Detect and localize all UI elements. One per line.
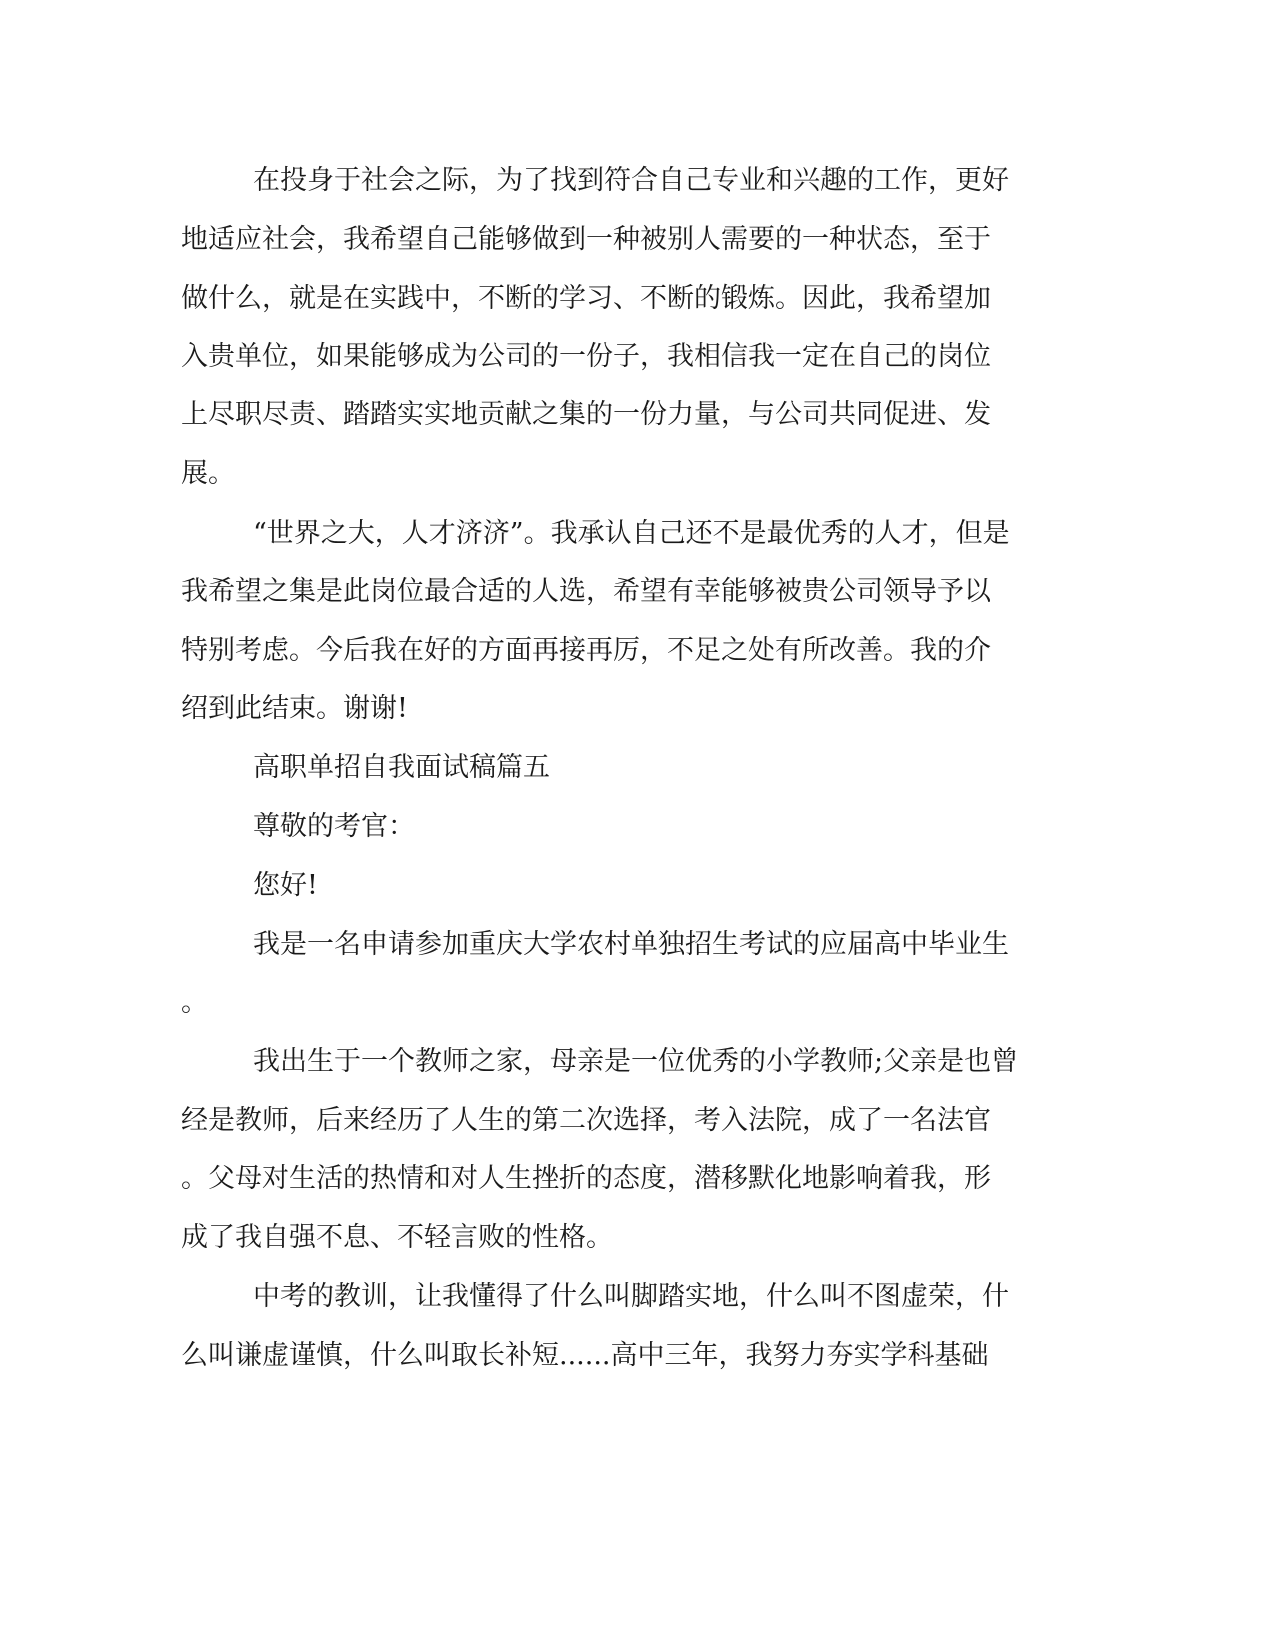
greeting: 您好! [253,870,318,901]
text-line: 地适应社会，我希望自己能够做到一种被别人需要的一种状态，至于 [181,224,991,255]
text-line: 我希望之集是此岗位最合适的人选，希望有幸能够被贵公司领导予以 [181,576,991,607]
text-line: “世界之大，人才济济”。我承认自己还不是最优秀的人才，但是 [253,518,1010,549]
text-line: 上尽职尽责、踏踏实实地贡献之集的一份力量，与公司共同促进、发 [181,399,991,430]
text-line: 我是一名申请参加重庆大学农村单独招生考试的应届高中毕业生 [253,929,1009,960]
text-line: 特别考虑。今后我在好的方面再接再厉，不足之处有所改善。我的介 [181,635,991,666]
section-heading: 高职单招自我面试稿篇五 [253,752,550,783]
text-line: 。 [181,987,208,1018]
text-line: 绍到此结束。谢谢! [181,693,408,724]
text-line: 么叫谦虚谨慎，什么叫取长补短......高中三年，我努力夯实学科基础 [181,1340,989,1371]
text-line: 入贵单位，如果能够成为公司的一份子，我相信我一定在自己的岗位 [181,341,991,372]
text-line: 。父母对生活的热情和对人生挫折的态度，潜移默化地影响着我，形 [181,1163,991,1194]
text-line: 在投身于社会之际，为了找到符合自己专业和兴趣的工作，更好 [253,165,1009,196]
salutation: 尊敬的考官： [253,811,415,842]
text-line: 展。 [181,458,235,489]
text-line: 经是教师，后来经历了人生的第二次选择，考入法院，成了一名法官 [181,1105,991,1136]
text-line: 做什么，就是在实践中，不断的学习、不断的锻炼。因此，我希望加 [181,283,991,314]
text-line: 我出生于一个教师之家，母亲是一位优秀的小学教师;父亲是也曾 [253,1046,1019,1077]
text-line: 中考的教训，让我懂得了什么叫脚踏实地，什么叫不图虚荣，什 [253,1281,1009,1312]
text-line: 成了我自强不息、不轻言败的性格。 [181,1222,613,1253]
